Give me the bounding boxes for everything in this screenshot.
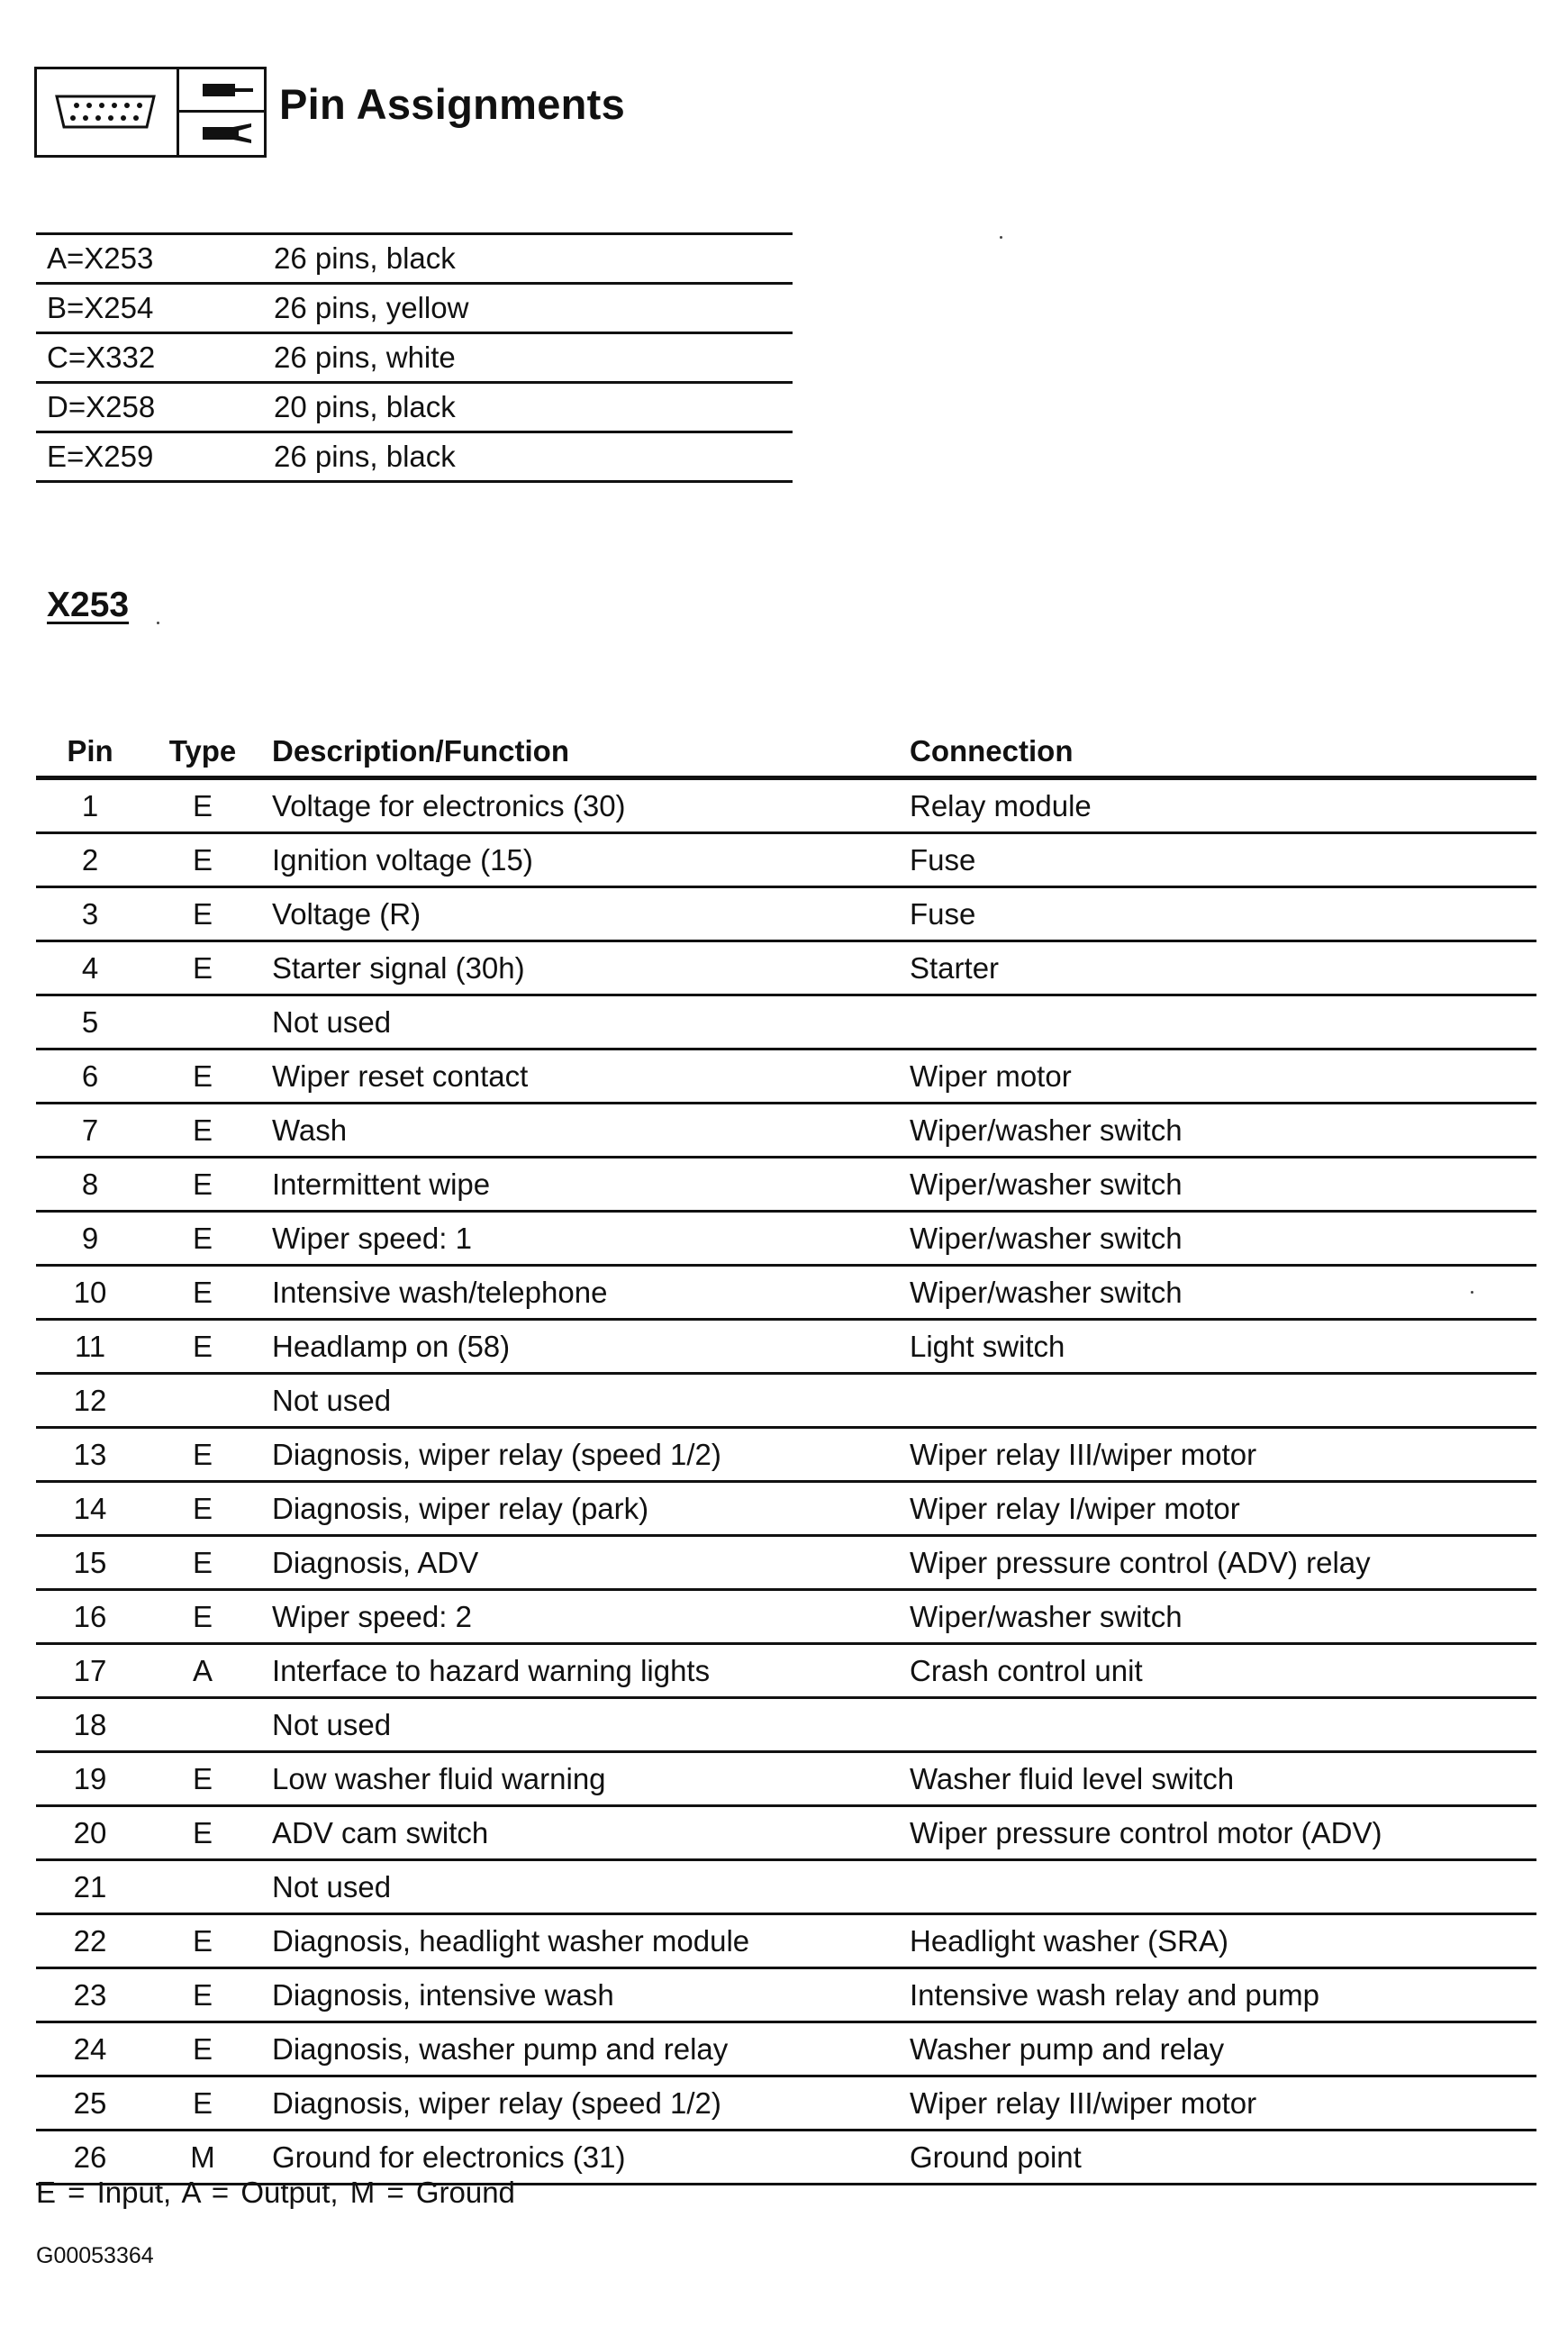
table-row: [36, 1860, 1536, 1914]
pin-description: Intermittent wipe: [261, 1158, 910, 1212]
pin-number: 26: [36, 2131, 144, 2185]
pin-connection: Wiper motor: [910, 1049, 1536, 1104]
pin-type: E: [144, 1428, 261, 1482]
pin-description: Ground for electronics (31): [261, 2131, 910, 2185]
pin-number: 20: [36, 1806, 144, 1860]
connector-code: D=X258: [36, 383, 263, 432]
pin-description: Diagnosis, ADV: [261, 1536, 910, 1590]
pin-connection: [910, 995, 1536, 1049]
connector-row: [36, 383, 793, 432]
pin-type: [144, 1860, 261, 1914]
pin-number: 17: [36, 1644, 144, 1698]
header-connection: Connection: [910, 716, 1536, 778]
pin-description: Diagnosis, intensive wash: [261, 1968, 910, 2022]
connector-summary-table: [36, 232, 793, 483]
pin-connection: Wiper relay I/wiper motor: [910, 1482, 1536, 1536]
page-title: Pin Assignments: [279, 80, 626, 128]
table-row: [36, 1428, 1536, 1482]
table-row: [36, 2076, 1536, 2131]
connector-code: A=X253: [36, 234, 263, 284]
table-row: [36, 1049, 1536, 1104]
connector-code: C=X332: [36, 333, 263, 383]
table-row: [36, 1644, 1536, 1698]
table-row: [36, 1698, 1536, 1752]
pin-type: M: [144, 2131, 261, 2185]
table-row: [36, 2022, 1536, 2076]
pin-type: E: [144, 1320, 261, 1374]
pin-connection: Light switch: [910, 1320, 1536, 1374]
pin-number: 5: [36, 995, 144, 1049]
pin-number: 12: [36, 1374, 144, 1428]
pin-description: Wiper speed: 2: [261, 1590, 910, 1644]
pin-connection: Wiper/washer switch: [910, 1158, 1536, 1212]
pin-description: Voltage for electronics (30): [261, 778, 910, 833]
pin-type: E: [144, 941, 261, 995]
pin-description: ADV cam switch: [261, 1806, 910, 1860]
pin-description: Wiper reset contact: [261, 1049, 910, 1104]
pin-description: Wash: [261, 1104, 910, 1158]
pin-type: E: [144, 1536, 261, 1590]
pin-type: [144, 1374, 261, 1428]
connector-code: B=X254: [36, 284, 263, 333]
pin-number: 25: [36, 2076, 144, 2131]
pin-connection: Headlight washer (SRA): [910, 1914, 1536, 1968]
pin-connection: Wiper pressure control motor (ADV): [910, 1806, 1536, 1860]
pin-connection: [910, 1860, 1536, 1914]
pin-description: Not used: [261, 1698, 910, 1752]
connector-row: [36, 284, 793, 333]
table-row: [36, 1590, 1536, 1644]
pin-number: 24: [36, 2022, 144, 2076]
plug-icon: [179, 69, 267, 111]
pin-type: E: [144, 1212, 261, 1266]
pin-connection: Washer fluid level switch: [910, 1752, 1536, 1806]
table-row: [36, 1212, 1536, 1266]
pin-type: E: [144, 1968, 261, 2022]
pin-number: 15: [36, 1536, 144, 1590]
table-row: [36, 1482, 1536, 1536]
pin-description: Diagnosis, washer pump and relay: [261, 2022, 910, 2076]
document-id: G00053364: [36, 2243, 154, 2268]
table-row: [36, 1806, 1536, 1860]
pin-description: Headlamp on (58): [261, 1320, 910, 1374]
header-description: Description/Function: [261, 716, 910, 778]
table-row: [36, 1536, 1536, 1590]
pin-number: 6: [36, 1049, 144, 1104]
pin-description: Interface to hazard warning lights: [261, 1644, 910, 1698]
pin-connection: [910, 1374, 1536, 1428]
pin-type: E: [144, 2076, 261, 2131]
pin-connection: Wiper relay III/wiper motor: [910, 2076, 1536, 2131]
pin-description: Not used: [261, 995, 910, 1049]
pin-type: [144, 995, 261, 1049]
pin-description: Low washer fluid warning: [261, 1752, 910, 1806]
pin-type: E: [144, 1752, 261, 1806]
pin-type: E: [144, 1158, 261, 1212]
pin-connection: Washer pump and relay: [910, 2022, 1536, 2076]
pin-number: 9: [36, 1212, 144, 1266]
header-type: Type: [144, 716, 261, 778]
table-row: [36, 1914, 1536, 1968]
pin-number: 21: [36, 1860, 144, 1914]
pin-connection: Wiper/washer switch: [910, 1590, 1536, 1644]
connector-description: 20 pins, black: [263, 383, 793, 432]
pin-description: Diagnosis, wiper relay (speed 1/2): [261, 1428, 910, 1482]
connector-row: [36, 432, 793, 482]
table-row: [36, 1752, 1536, 1806]
pin-type: E: [144, 1104, 261, 1158]
pin-description: Not used: [261, 1860, 910, 1914]
section-heading: X253: [47, 586, 130, 624]
pin-connection: Wiper/washer switch: [910, 1212, 1536, 1266]
pin-number: 1: [36, 778, 144, 833]
pin-connection: Starter: [910, 941, 1536, 995]
pin-number: 7: [36, 1104, 144, 1158]
table-header-row: [36, 716, 1536, 778]
pin-connection: Ground point: [910, 2131, 1536, 2185]
plug-cell: [179, 69, 264, 113]
connector-row: [36, 333, 793, 383]
pin-description: Intensive wash/telephone: [261, 1266, 910, 1320]
pin-type: E: [144, 778, 261, 833]
header-pin: Pin: [36, 716, 144, 778]
pin-number: 16: [36, 1590, 144, 1644]
connector-description: 26 pins, black: [263, 234, 793, 284]
connector-description: 26 pins, yellow: [263, 284, 793, 333]
pin-type: E: [144, 1590, 261, 1644]
pin-number: 11: [36, 1320, 144, 1374]
scan-speck: [157, 622, 159, 624]
pin-number: 18: [36, 1698, 144, 1752]
pin-type: E: [144, 1266, 261, 1320]
pin-type: E: [144, 2022, 261, 2076]
pin-connection: Wiper relay III/wiper motor: [910, 1428, 1536, 1482]
pin-connection: Crash control unit: [910, 1644, 1536, 1698]
connector-description: 26 pins, black: [263, 432, 793, 482]
pin-type: [144, 1698, 261, 1752]
pin-connection: Wiper/washer switch: [910, 1104, 1536, 1158]
table-row: [36, 1374, 1536, 1428]
pin-number: 10: [36, 1266, 144, 1320]
pin-type: A: [144, 1644, 261, 1698]
type-legend: E = Input, A = Output, M = Ground: [36, 2176, 515, 2209]
connector-description: 26 pins, white: [263, 333, 793, 383]
connector-code: E=X259: [36, 432, 263, 482]
pin-connection: Wiper pressure control (ADV) relay: [910, 1536, 1536, 1590]
pin-type: E: [144, 1914, 261, 1968]
pin-number: 2: [36, 833, 144, 887]
table-row: [36, 1320, 1536, 1374]
pin-number: 23: [36, 1968, 144, 2022]
table-row: [36, 833, 1536, 887]
pin-connection: Fuse: [910, 833, 1536, 887]
pin-type: E: [144, 1049, 261, 1104]
pin-description: Wiper speed: 1: [261, 1212, 910, 1266]
pin-connection: Intensive wash relay and pump: [910, 1968, 1536, 2022]
table-row: [36, 1968, 1536, 2022]
pin-connection: [910, 1698, 1536, 1752]
pin-type: E: [144, 833, 261, 887]
table-row: [36, 941, 1536, 995]
table-row: [36, 995, 1536, 1049]
pin-description: Diagnosis, wiper relay (park): [261, 1482, 910, 1536]
pin-number: 14: [36, 1482, 144, 1536]
pin-assignment-table: [36, 716, 1536, 2185]
socket-icon: [179, 113, 267, 154]
pin-connection: Fuse: [910, 887, 1536, 941]
pin-number: 3: [36, 887, 144, 941]
table-row: [36, 1104, 1536, 1158]
pin-number: 19: [36, 1752, 144, 1806]
pin-description: Ignition voltage (15): [261, 833, 910, 887]
header-icon-box: [34, 67, 267, 158]
pin-connection: Wiper/washer switch: [910, 1266, 1536, 1320]
pin-number: 8: [36, 1158, 144, 1212]
pin-description: Starter signal (30h): [261, 941, 910, 995]
pin-description: Not used: [261, 1374, 910, 1428]
connector-cell: [37, 69, 179, 155]
scan-speck: [1000, 236, 1002, 239]
pin-type: E: [144, 1806, 261, 1860]
table-row: [36, 778, 1536, 833]
scan-speck: [1471, 1291, 1473, 1294]
pin-type: E: [144, 1482, 261, 1536]
pin-number: 13: [36, 1428, 144, 1482]
connector-row: [36, 234, 793, 284]
socket-cell: [179, 113, 264, 156]
table-row: [36, 887, 1536, 941]
pin-description: Diagnosis, headlight washer module: [261, 1914, 910, 1968]
pin-number: 4: [36, 941, 144, 995]
connector-icon: [37, 69, 174, 155]
pin-connection: Relay module: [910, 778, 1536, 833]
table-row: [36, 1158, 1536, 1212]
pin-number: 22: [36, 1914, 144, 1968]
pin-description: Diagnosis, wiper relay (speed 1/2): [261, 2076, 910, 2131]
pin-description: Voltage (R): [261, 887, 910, 941]
pin-type: E: [144, 887, 261, 941]
table-row: [36, 1266, 1536, 1320]
